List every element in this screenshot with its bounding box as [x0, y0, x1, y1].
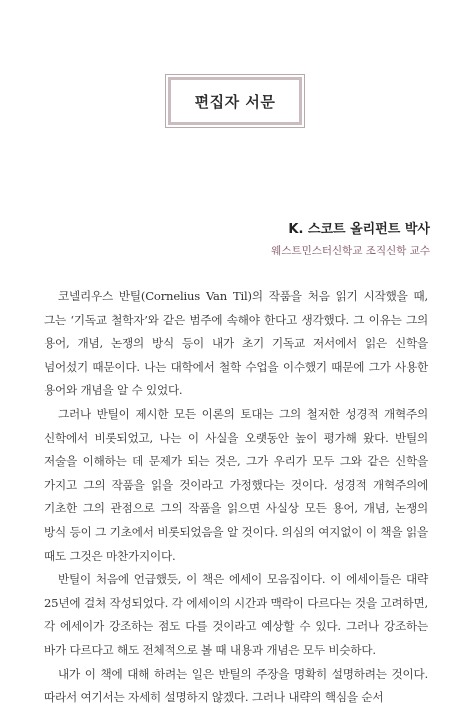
paragraph: 내가 이 책에 대해 하려는 일은 반틸의 주장을 명확히 설명하려는 것이다. 따라서 여기서는 자세히 설명하지 않겠다. 그러나 내략의 핵심을 순서 [44, 666, 428, 705]
author-name: K. 스코트 올리펀트 박사 [288, 222, 430, 237]
title-frame-inner [168, 77, 302, 125]
page-title: 편집자 서문 [194, 92, 276, 111]
paragraph: 코넬리우스 반틸(Cornelius Van Til)의 작품을 처음 읽기 시작했을 때, 그는 ‘기독교 철학자’와 같은 범주에 속해야 한다고 생각했다. 그 이유는 그의 용어, 개념, 논쟁의 방식 등이 내가 초기 기독교 저서에서 읽은 신학을 넘어섰기 때문이다. 나는 대학에서 철학 수업을 이수했기 때문에 그가 사용한 용어와 개념을 알 수 있었다. [44, 289, 428, 398]
body-text [44, 285, 428, 710]
author-affiliation: 웨스트민스터신학교 조직신학 교수 [271, 245, 430, 257]
byline [271, 218, 430, 258]
title-frame [165, 74, 305, 128]
paragraph: 반틸이 처음에 언급했듯, 이 책은 에세이 모음집이다. 이 에세이들은 대략 25년에 걸쳐 작성되었다. 각 에세이의 시간과 맥락이 다르다는 것을 고려하면, 각 에세이가 강조하는 점도 다를 것이라고 예상할 수 있다. 그러나 강조하는 바가 다르다고 해도 전체적으로 볼 때 내용과 개념은 모두 비슷하다. [44, 572, 428, 657]
paragraph: 그러나 반틸이 제시한 모든 이론의 토대는 그의 철저한 성경적 개혁주의 신학에서 비롯되었고, 나는 이 사실을 오랫동안 높이 평가해 왔다. 반틸의 저술을 이해하는 데 문제가 되는 것은, 그가 우리가 모두 그와 같은 신학을 가지고 그의 작품을 읽을 것이라고 가정했다는 것이다. 성경적 개혁주의에 기초한 그의 관점으로 그의 작품을 읽으면 사실상 모든 용어, 개념, 논쟁의 방식 등이 그 기초에서 비롯되었음을 알 것이다. 의심의 여지없이 이 책을 읽을 때도 그것은 마찬가지이다. [44, 406, 428, 563]
